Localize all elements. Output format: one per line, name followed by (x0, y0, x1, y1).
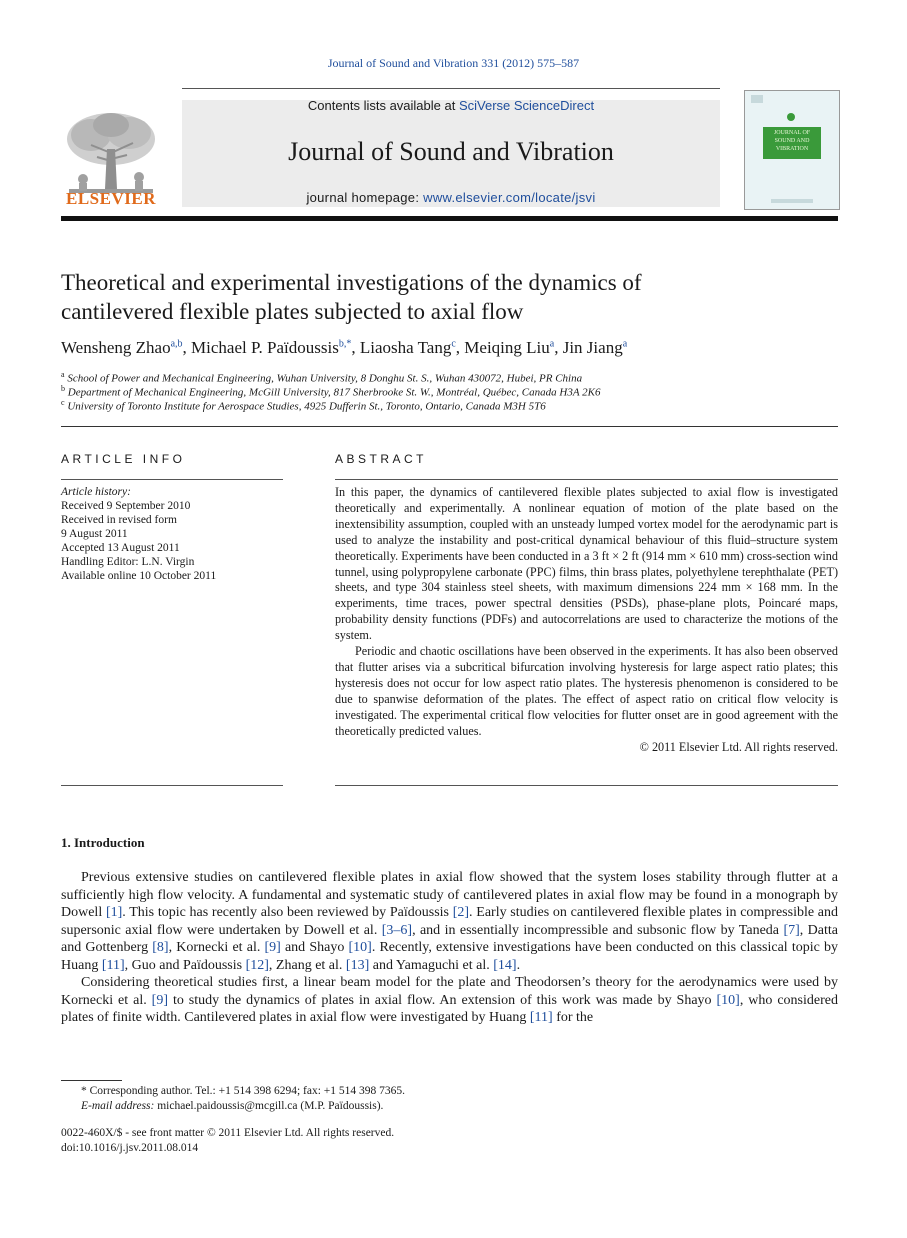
sciencedirect-link[interactable]: SciVerse ScienceDirect (458, 98, 595, 113)
intro-text: . This topic has recently also been reviewed by Païdoussis (122, 905, 453, 920)
cover-strip (751, 95, 763, 103)
author-affiliation-link[interactable]: a,b (170, 338, 183, 350)
author-name: Jin Jiang (562, 338, 623, 357)
citation-link[interactable]: [2] (452, 905, 470, 920)
doi-line[interactable]: doi:10.1016/j.jsv.2011.08.014 (61, 1141, 199, 1154)
homepage-prefix: journal homepage: (306, 190, 424, 205)
intro-text: Considering theoretical studies first, a linear beam model for the plate and Theodorsen’s theory for the aerodynamics were used by Kornecki et al. (61, 975, 838, 1008)
introduction-body (61, 869, 838, 1027)
intro-text: , and in essentially incompressible and subsonic flow by Taneda (412, 922, 784, 938)
author-name: Liaosha Tang (359, 338, 452, 357)
cover-footer-strip (771, 199, 813, 203)
intro-text: , who considered plates of finite width. Cantilevered plates in axial flow were investigated by Huang (61, 992, 838, 1025)
citation-link[interactable]: [10] (716, 992, 740, 1008)
corresponding-author-note: * Corresponding author. Tel.: +1 514 398 6294; fax: +1 514 398 7365. (81, 1085, 406, 1097)
affiliation-b (61, 384, 838, 399)
cover-emblem-icon (787, 113, 795, 121)
history-item: Handling Editor: L.N. Virgin (61, 556, 195, 568)
contents-line (182, 98, 720, 113)
citation-link[interactable]: [9] (151, 992, 168, 1008)
intro-paragraph-1 (61, 869, 838, 974)
author-affiliation-link[interactable]: b,* (338, 338, 352, 350)
contents-prefix: Contents lists available at (307, 98, 459, 113)
citation-link[interactable]: [14] (493, 957, 517, 973)
author-affiliation-link[interactable]: a (549, 338, 555, 350)
article-title (61, 268, 838, 326)
citation-link[interactable]: [10] (348, 940, 372, 955)
affiliation-text: School of Power and Mechanical Engineering, Wuhan University, 8 Donghu St. S., Wuhan 430072, Hubei, PR China (67, 372, 583, 385)
introduction-heading: 1. Introduction (61, 835, 145, 850)
publisher-name: ELSEVIER (66, 189, 156, 208)
author-affiliation-link[interactable]: a (622, 338, 628, 350)
affiliation-text: Department of Mechanical Engineering, McGill University, 817 Sherbrooke St. W., Montréal, Québec, Canada H3A 2K6 (67, 386, 601, 399)
author-list (61, 338, 838, 358)
intro-text: to study the dynamics of plates in axial flow. An extension of this work was made by Shayo (167, 992, 717, 1008)
affiliation-a (61, 370, 838, 385)
email-address[interactable]: michael.paidoussis@mcgill.ca (M.P. Païdoussis). (154, 1100, 384, 1112)
header-rule (182, 88, 720, 89)
citation-link[interactable]: [7] (783, 922, 800, 938)
header-thick-rule (61, 216, 838, 221)
citation-link[interactable]: [11] (101, 957, 125, 973)
abstract-copyright: © 2011 Elsevier Ltd. All rights reserved. (639, 739, 838, 754)
article-history (61, 485, 283, 583)
intro-text: , Datta and Gottenberg (61, 922, 838, 955)
author-separator: , (455, 338, 465, 357)
homepage-link[interactable]: www.elsevier.com/locate/jsvi (423, 190, 596, 205)
intro-text: . Recently, extensive investigations have been conducted on this classical topic by Huang (61, 940, 838, 973)
article-info-heading: ARTICLE INFO (61, 452, 186, 466)
intro-text: Previous extensive studies on cantilevered flexible plates in axial flow showed that the system loses stability through flutter at a sufficiently high flow velocity. A fundamental and systematic study of cantilevered plates in axial flow may be found in a monograph by Dowell (61, 870, 838, 920)
affiliation-c (61, 398, 838, 413)
author-separator: , (351, 338, 360, 357)
citation-link[interactable]: [12] (245, 957, 269, 973)
author-name: Meiqing Liu (464, 338, 550, 357)
intro-text: . (516, 957, 521, 973)
abstract-heading: ABSTRACT (335, 452, 428, 466)
footnote (61, 1084, 838, 1114)
journal-reference[interactable]: Journal of Sound and Vibration 331 (2012) 575–587 (327, 56, 580, 70)
cover-title-text: JOURNAL OF SOUND AND VIBRATION (773, 130, 811, 152)
history-item: Received in revised form (61, 514, 177, 526)
history-item: Accepted 13 August 2011 (61, 542, 180, 554)
history-label: Article history: (61, 486, 131, 498)
abstract-rule (335, 479, 838, 480)
author-name: Wensheng Zhao (61, 338, 171, 357)
author-name: Michael P. Païdoussis (191, 338, 339, 357)
abstract-paragraph-2: Periodic and chaotic oscillations have been observed in the experiments. It has also been observed that flutter arises via a subcritical bifurcation involving hysteresis for large aspect ratio plates; this hysteresis does not occur for low aspect ratio plates. The hysteresis phenomenon is considered to be due to spanwise deformation of the plates. The effect of aspect ratio on critical flow velocity is investigated. The experimental critical flow velocities for flutter onset are in good agreement with the theoretically predicted values. (335, 644, 838, 738)
article-title-line-1: Theoretical and experimental investigations of the dynamics of (61, 270, 642, 295)
author-affiliation-link[interactable]: c (451, 338, 456, 350)
intro-text: and Shayo (280, 940, 349, 955)
citation-link[interactable]: [9] (264, 940, 281, 955)
article-title-line-2: cantilevered flexible plates subjected to axial flow (61, 299, 524, 324)
history-item: Available online 10 October 2011 (61, 570, 217, 582)
intro-text: for the (552, 1010, 594, 1025)
issn-line: 0022-460X/$ - see front matter © 2011 Elsevier Ltd. All rights reserved. (61, 1127, 395, 1139)
affiliation-text: University of Toronto Institute for Aerospace Studies, 4925 Dufferin St., Toronto, Ontario, Canada M3H 5T6 (67, 400, 546, 413)
intro-text: , Guo and Païdoussis (124, 957, 246, 973)
citation-link[interactable]: [3–6] (381, 922, 413, 938)
author-separator: , (554, 338, 563, 357)
intro-paragraph-2 (61, 974, 838, 1027)
history-item: 9 August 2011 (61, 528, 128, 540)
citation-link[interactable]: [13] (345, 957, 370, 973)
article-info-rule-bottom (61, 785, 283, 786)
citation-link[interactable]: [1] (105, 905, 123, 920)
citation-link[interactable]: [11] (529, 1010, 553, 1025)
footnote-rule (61, 1080, 122, 1081)
journal-cover-thumbnail[interactable] (744, 90, 840, 210)
intro-text: , Kornecki et al. (168, 940, 265, 955)
affiliation-key: a (61, 370, 65, 379)
affiliation-key: b (61, 384, 65, 393)
article-info-rule (61, 479, 283, 480)
abstract-paragraph-1: In this paper, the dynamics of cantilevered flexible plates subjected to axial flow is investigated theoretically and experimentally. A nonlinear equation of motion of the plate based on the inextensibility assumption, coupled with an unsteady lumped vortex model for the aerodynamic part is used to analyze the instability and post-critical dynamical behaviour of this fluid–structure system theoretically. Experiments have been conducted in a 3 ft × 2 ft (914 mm × 610 mm) cross-section wind tunnel, using polypropylene carbonate (PPC) films, thin brass plates, polyethylene terephthalate (PET) sheets, and type 304 stainless steel sheets, with maximum dimensions 224 mm × 168 mm. In the experiments, time traces, power spectral densities (PSDs), phase-plane plots, Poincaré maps, probability density functions (PDFs) and autocorrelations are used to characterize the motions of the system. (335, 485, 838, 643)
email-note (61, 1099, 838, 1114)
email-label: E-mail address: (81, 1100, 155, 1112)
front-matter (61, 1126, 838, 1155)
intro-text: . Early studies on cantilevered flexible plates in compressible and supersonic axial flow were undertaken by Dowell et al. (61, 905, 838, 938)
affiliation-key: c (61, 398, 65, 407)
citation-link[interactable]: [8] (152, 940, 169, 955)
homepage-line (182, 190, 720, 205)
journal-title: Journal of Sound and Vibration (288, 137, 614, 166)
history-item: Received 9 September 2010 (61, 500, 191, 512)
author-separator: , (182, 338, 192, 357)
intro-text: , Zhang et al. (268, 957, 346, 973)
abstract-rule-bottom (335, 785, 838, 786)
section-rule (61, 426, 838, 427)
intro-text: and Yamaguchi et al. (369, 957, 494, 973)
abstract-body (335, 485, 838, 755)
